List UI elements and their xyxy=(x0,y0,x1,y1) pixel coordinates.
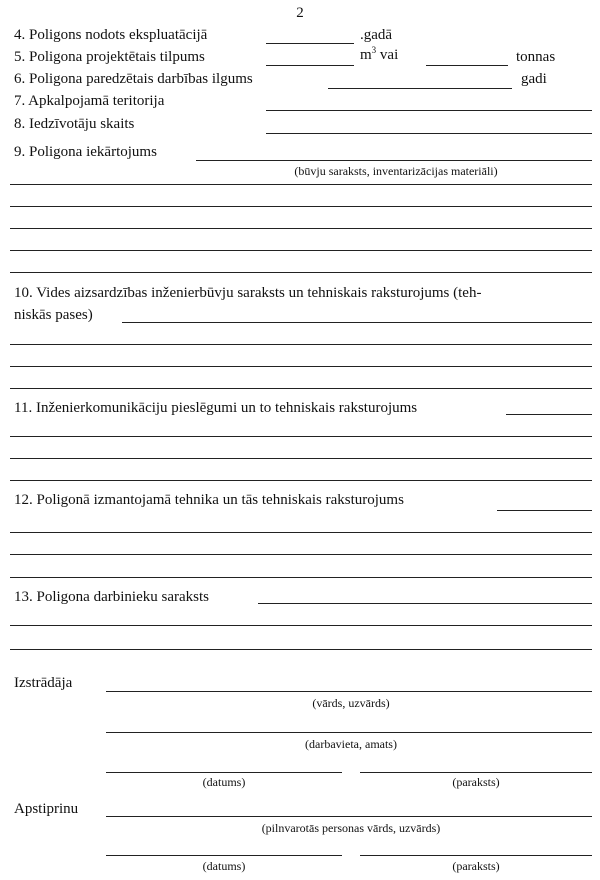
item-5-unit: $m^3$ vai xyxy=(360,45,399,63)
apstiprinu-name-field[interactable] xyxy=(106,816,592,817)
item-9-label: 9. Poligona iekārtojums xyxy=(14,144,157,160)
item-9-field[interactable] xyxy=(196,160,592,161)
item-4-suffix: .gadā xyxy=(360,27,393,43)
izstradaja-date-field[interactable] xyxy=(106,772,342,773)
item-10-line[interactable] xyxy=(10,388,592,389)
item-7-label: 7. Apkalpojamā teritorija xyxy=(14,93,165,109)
item-9-line[interactable] xyxy=(10,228,592,229)
item-5-volume-tonnes-field[interactable] xyxy=(426,65,508,66)
apstiprinu-sign-field[interactable] xyxy=(360,855,592,856)
item-5-tonnas: tonnas xyxy=(516,49,556,65)
item-10-field[interactable] xyxy=(122,322,592,323)
page-number: 2 xyxy=(296,5,304,21)
item-13-label: 13. Poligona darbinieku saraksts xyxy=(14,589,209,605)
item-9-note: (būvju saraksts, inventarizācijas materiāli) xyxy=(294,164,498,178)
apstiprinu-name-note: (pilnvarotās personas vārds, uzvārds) xyxy=(261,821,441,835)
item-4-label: 4. Poligons nodots ekspluatācijā xyxy=(14,27,208,43)
apstiprinu-label: Apstiprinu xyxy=(14,801,79,817)
item-12-line[interactable] xyxy=(10,532,592,533)
izstradaja-sign-note: (paraksts) xyxy=(452,775,500,789)
item-12-line[interactable] xyxy=(10,577,592,578)
item-11-field[interactable] xyxy=(506,414,592,415)
item-9-line[interactable] xyxy=(10,206,592,207)
apstiprinu-date-note: (datums) xyxy=(202,859,246,873)
item-8-label: 8. Iedzīvotāju skaits xyxy=(14,116,135,132)
item-7-field[interactable] xyxy=(266,110,592,111)
izstradaja-work-note: (darbavieta, amats) xyxy=(305,737,397,751)
item-10-label-line1: 10. Vides aizsardzības inženierbūvju saraksts un tehniskais raksturojums (teh- xyxy=(14,285,482,301)
izstradaja-work-field[interactable] xyxy=(106,732,592,733)
apstiprinu-sign-note: (paraksts) xyxy=(452,859,500,873)
item-8-field[interactable] xyxy=(266,133,592,134)
item-5-label: 5. Poligona projektētais tilpums xyxy=(14,49,205,65)
item-6-label: 6. Poligona paredzētais darbības ilgums xyxy=(14,71,253,87)
item-6-suffix: gadi xyxy=(521,71,547,87)
item-6-duration-field[interactable] xyxy=(328,88,512,89)
izstradaja-name-note: (vārds, uzvārds) xyxy=(312,696,390,710)
item-10-line[interactable] xyxy=(10,366,592,367)
item-9-line[interactable] xyxy=(10,272,592,273)
item-12-label: 12. Poligonā izmantojamā tehnika un tās tehniskais raksturojums xyxy=(14,492,404,508)
item-9-line[interactable] xyxy=(10,184,592,185)
izstradaja-name-field[interactable] xyxy=(106,691,592,692)
item-13-field[interactable] xyxy=(258,603,592,604)
izstradaja-label: Izstrādāja xyxy=(14,675,73,691)
izstradaja-sign-field[interactable] xyxy=(360,772,592,773)
item-13-line[interactable] xyxy=(10,625,592,626)
item-11-line[interactable] xyxy=(10,458,592,459)
item-10-label-line2: niskās pases) xyxy=(14,307,93,323)
item-11-line[interactable] xyxy=(10,436,592,437)
item-13-line[interactable] xyxy=(10,649,592,650)
item-12-line[interactable] xyxy=(10,554,592,555)
apstiprinu-date-field[interactable] xyxy=(106,855,342,856)
item-11-line[interactable] xyxy=(10,480,592,481)
item-11-label: 11. Inženierkomunikāciju pieslēgumi un to tehniskais raksturojums xyxy=(14,400,418,416)
item-10-line[interactable] xyxy=(10,344,592,345)
item-4-year-field[interactable] xyxy=(266,43,354,44)
izstradaja-date-note: (datums) xyxy=(202,775,246,789)
item-5-volume-m3-field[interactable] xyxy=(266,65,354,66)
item-9-line[interactable] xyxy=(10,250,592,251)
item-12-field[interactable] xyxy=(497,510,592,511)
